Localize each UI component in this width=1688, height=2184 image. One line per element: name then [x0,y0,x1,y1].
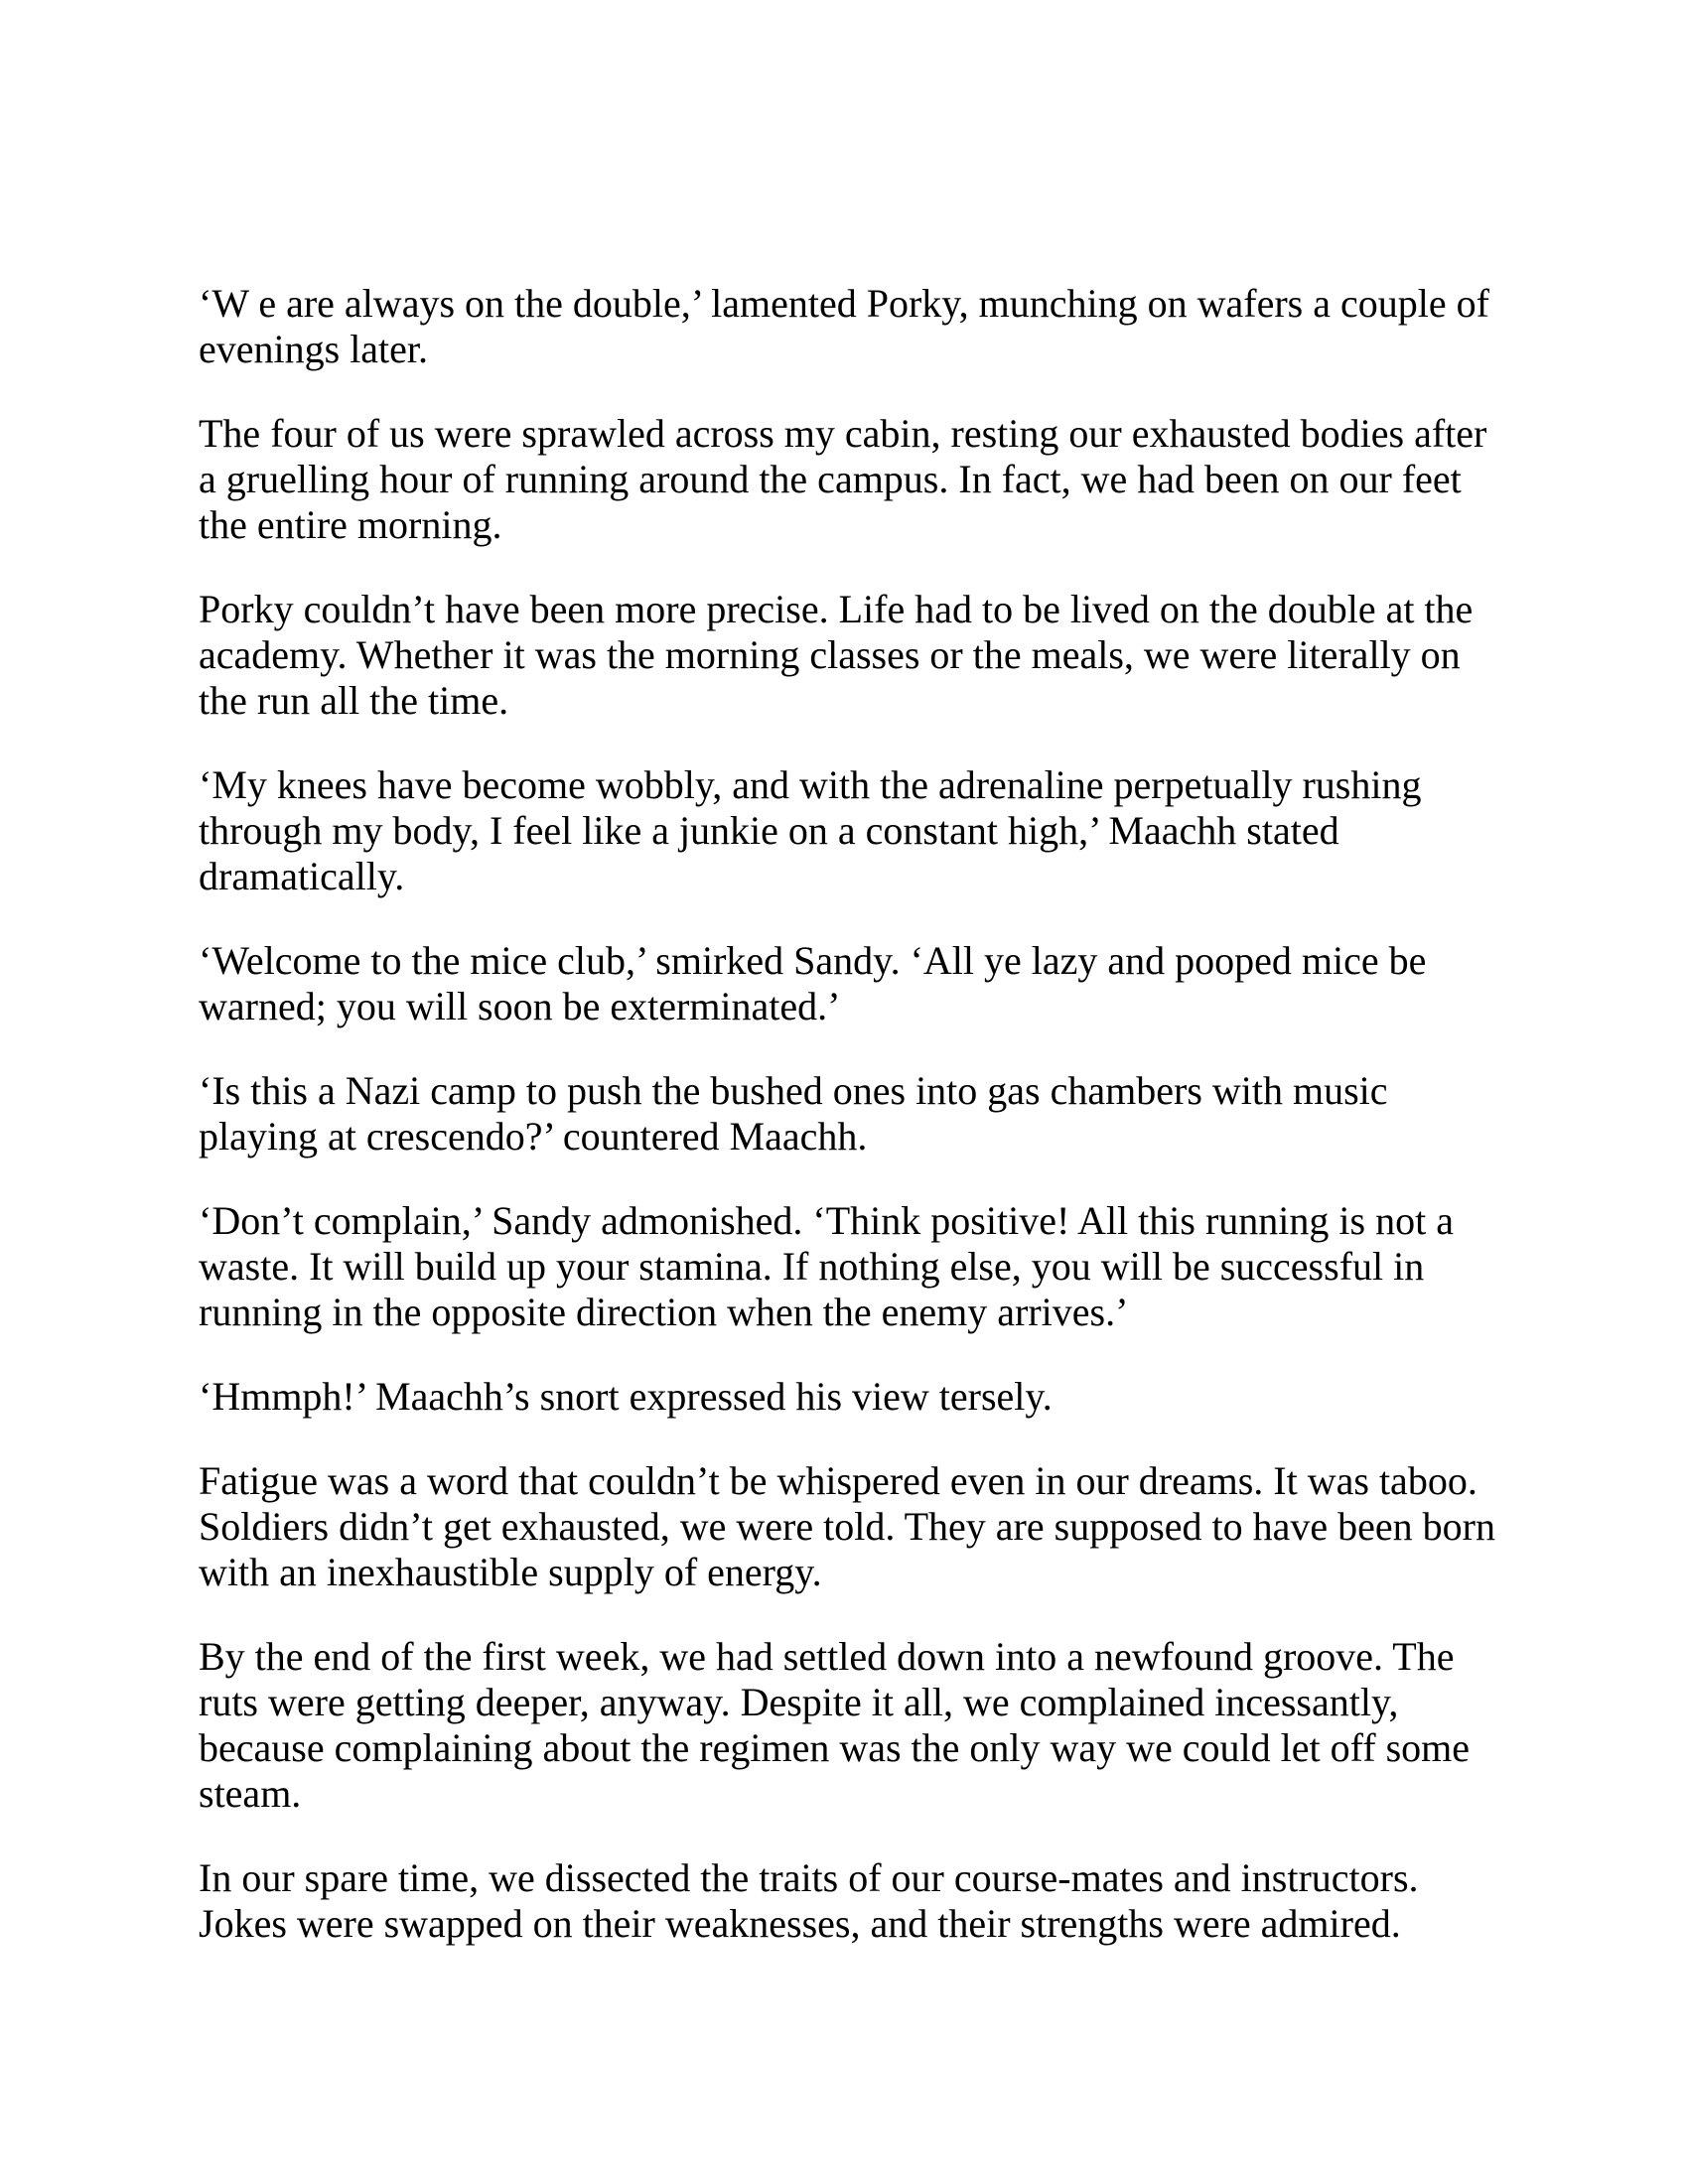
paragraph-8: ‘Hmmph!’ Maachh’s snort expressed his view tersely. [199,1374,1053,1419]
paragraph-7: ‘Don’t complain,’ Sandy admonished. ‘Think positive! All this running is not a waste. It will build up your stamina. If nothing else, you will be successful in running in the opposite direction when the enemy arrives.’ [199,1198,1454,1334]
paragraph-11: In our spare time, we dissected the traits of our course-mates and instructors. Jokes were swapped on their weaknesses, and their strengths were admired. [199,1855,1419,1946]
paragraph-9: Fatigue was a word that couldn’t be whispered even in our dreams. It was taboo. Soldiers didn’t get exhausted, we were told. They are supposed to have been born with an inexhaustible supply of energy. [199,1458,1495,1594]
paragraph-1: ‘W e are always on the double,’ lamented Porky, munching on wafers a couple of evenings later. [199,281,1489,371]
paragraph-4: ‘My knees have become wobbly, and with the adrenaline perpetually rushing through my body, I feel like a junkie on a constant high,’ Maachh stated dramatically. [199,762,1422,898]
body-text [199,281,1499,1985]
paragraph-10: By the end of the first week, we had settled down into a newfound groove. The ruts were getting deeper, anyway. Despite it all, we complained incessantly, because complaining about the regimen was the only way we could let off some steam. [199,1634,1470,1816]
paragraph-2: The four of us were sprawled across my cabin, resting our exhausted bodies after a gruelling hour of running around the campus. In fact, we had been on our feet the entire morning. [199,411,1487,547]
paragraph-6: ‘Is this a Nazi camp to push the bushed ones into gas chambers with music playing at crescendo?’ countered Maachh. [199,1068,1388,1159]
paragraph-3: Porky couldn’t have been more precise. Life had to be lived on the double at the academy. Whether it was the morning classes or the meals, we were literally on the run all the time. [199,587,1474,723]
paragraph-5: ‘Welcome to the mice club,’ smirked Sandy. ‘All ye lazy and pooped mice be warned; you will soon be exterminated.’ [199,938,1427,1028]
